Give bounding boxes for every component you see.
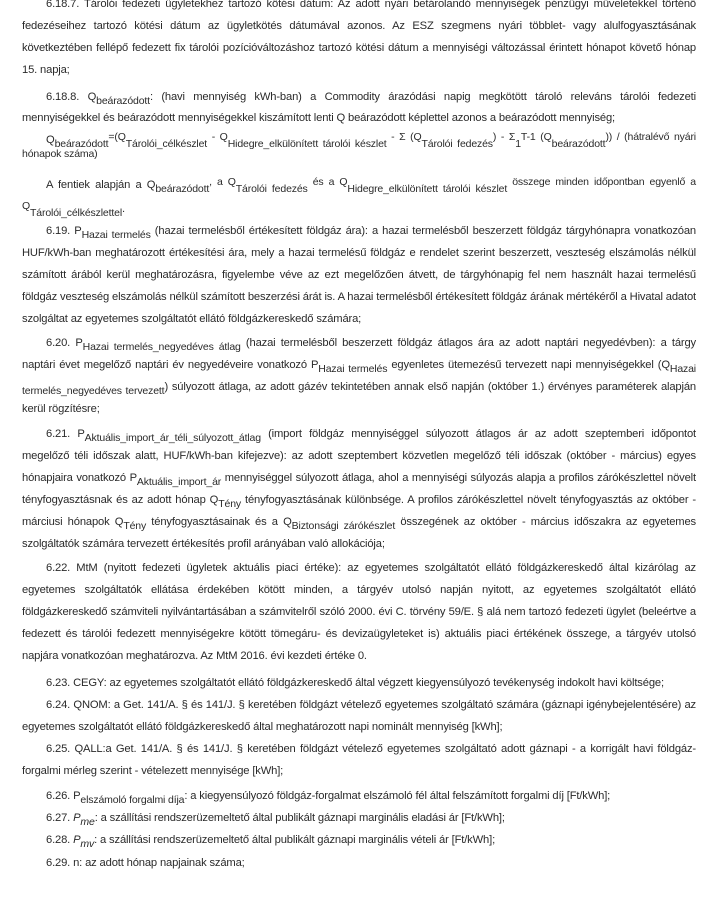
paragraph-text: : (havi mennyiség kWh-ban) a Commodity árazódási napig megkötött tároló releváns tárolói fedezeti mennyiségekkel és beárazódott mennyiségekkel kiszámított lenti Q beárazódott képlettel azonos a beárazódott mennyiség; (22, 91, 696, 124)
formula-operator: - Σ (Q (386, 131, 422, 143)
paragraph-text: : a kiegyensúlyozó földgáz-forgalmat elszámoló fél által felszámított forgalmi díj [Ft/kWh]; (184, 790, 611, 802)
term-label: 6.28. (46, 834, 74, 846)
term-subscript: mv (80, 838, 95, 850)
summary-text: és a Q (307, 176, 348, 188)
paragraph-6-18-7 (22, 0, 696, 81)
formula-subscript: Hidegre_elkülönített tárolói készlet (227, 138, 387, 150)
formula-subscript: Tárolói fedezés (421, 138, 493, 150)
term-label: 6.26. P (46, 790, 81, 802)
paragraph-text: (hazai termelésből beszerzett földgáz átlagos ára az adott naptári negyedévben): a tárgy naptári évet megelőző naptári év negyedéveire vonatkozó P (22, 337, 697, 371)
paragraph-6-19 (22, 220, 696, 330)
term-subscript: Hazai termelés (81, 229, 151, 241)
formula-operator: ) - Σ (492, 131, 516, 143)
paragraph-6-28 (22, 829, 696, 851)
paragraph-text: egyenletes ütemezésű tervezett napi mennyiségekkel (Q (387, 359, 670, 371)
paragraph-text: tényfogyasztásainak és a Q (146, 516, 292, 528)
paragraph-text: összegének az október - március időszakra az egyetemes szolgáltatók számára tervezett értékesítés profil arányában való allokációja; (22, 516, 696, 550)
paragraph-6-26 (22, 785, 696, 807)
summary-subscript: Hidegre_elkülönített tárolói készlet (347, 183, 508, 195)
paragraph-text: : a szállítási rendszerüzemeltető által publikált gáznapi marginális eladási ár [Ft/kWh]; (94, 812, 505, 824)
term-subscript: Hazai termelés (318, 363, 388, 375)
term-subscript: Aktuális_import_ár_téli_súlyozott_átlag (84, 432, 261, 444)
formula-subscript: beárazódott (551, 138, 606, 150)
term-subscript: beárazódott (96, 95, 150, 107)
summary-subscript: beárazódott (155, 183, 210, 195)
paragraph-text: tényfogyasztásának különbsége. A profilos zárókészlettel növelt tényfogyasztás az október - márciusi hónapok Q (22, 494, 697, 528)
summary-text: , a Q (209, 176, 236, 188)
summary-subscript: Tárolói_célkészlettel (30, 207, 123, 219)
paragraph-text: 6.24. QNOM: a Get. 141/A. § és 141/J. § keretében földgázt vételező egyetemes szolgáltató számára (gáznapi igénybejelentésére) az egyetemes szolgáltatót ellátó földgázkereskedő által meghatározott napi nominált mennyiség [kWh]; (22, 699, 696, 733)
formula-operator: T-1 (Q (520, 131, 552, 143)
formula-subscript: 1 (515, 138, 521, 150)
paragraph-text: (hazai termelésből értékesített földgáz ára): a hazai termelésből beszerzett földgáz tárgyhónapra vonatkozóan HUF/kWh-ban meghatározott értékesítési ára, mely a hazai termelésű földgáz e rendelet szerint beszerzett, veszteség elszámolás nélkül számított árából kerül meghatározásra, figyelembe véve az ezt megelőzően átvett, de tárgyhónapig fel nem használt hazai termelésű földgáz veszteség elszámolás nélkül számított beszerzési árát is. A hazai termelésből értékesített földgáz árának mértékéről a Hivatal adatot szolgáltat az egyetemes szolgáltatót ellátó földgázkereskedő számára; (22, 225, 696, 325)
paragraph-text: 6.23. CEGY: az egyetemes szolgáltatót ellátó földgázkereskedő által végzett kiegyensúlyozó tevékenység indokolt havi költsége; (46, 677, 664, 689)
summary-text: összege minden időpontban egyenlő a Q (22, 176, 696, 212)
formula-q-bearazodott (22, 132, 696, 166)
formula-symbol: Q (46, 134, 55, 146)
paragraph-text: 6.22. MtM (nyitott fedezeti ügyletek aktuális piaci értéke): az egyetemes szolgáltatót ellátó földgázkereskedő által kizárólag az egyetemes szolgáltatók ellátása érdekében kötött minden, a tárgyév utolsó napján nyitott, az egyetemes szolgáltatót ellátó földgázkereskedő számviteli nyilvántartásában a számvitelről szóló 2000. évi C. törvény 59/E. § alá nem tartozó fedezeti ügylet (beleértve a fedezett és tárolói fedezett mennyiségekre kötött tömegáru- és devizaügyleteket is) aktuális piaci értékének összege, a tárgyév utolsó napjára vonatkozóan meghatározva. Az MtM 2016. évi kezdeti értéke 0. (22, 562, 696, 662)
formula-operator: =(Q (108, 131, 126, 143)
formula-tail: )) / (hátralévő nyári hónapok száma) (22, 131, 696, 160)
term-subscript: elszámoló forgalmi díja (80, 794, 185, 806)
term-label: 6.18.8. Q (46, 91, 97, 103)
term-symbol: P (73, 834, 81, 846)
term-label: 6.20. P (46, 337, 83, 349)
paragraph-text: mennyiséggel súlyozott átlaga, ahol a mennyiségi súlyozás alapja a profilos zárókészlettel növelt tényfogyasztásnak és az adott hónap Q (22, 472, 696, 506)
paragraph-summary (22, 173, 696, 221)
paragraph-6-18-8 (22, 87, 696, 129)
term-label: 6.19. P (46, 225, 82, 237)
paragraph-text: 6.25. QALL:a Get. 141/A. § és 141/J. § keretében földgázt vételező egyetemes szolgáltató adott gáznapi - a korrigált havi földgáz-forgalmi mérleg szerint - vételezett mennyisége [kWh]; (22, 743, 696, 777)
paragraph-text: ) súlyozott átlaga, az adott gázév tekintetében annak első napján (október 1.) érvényes paraméterek alapján kerül rögzítésre; (22, 381, 696, 415)
term-subscript: Biztonsági zárókészlet (291, 520, 396, 532)
paragraph-6-27 (22, 807, 696, 829)
paragraph-text: 6.18.7. Tárolói fedezeti ügyletekhez tartozó kötési dátum: Az adott nyári betárolandó mennyiségek pénzügyi műveletekkel történő fedezéseihez tartozó kötési dátum az ügyletkötés dátumával azonos. Az ESZ szegmens nyári többlet- vagy alulfogyasztásának következtében fellépő fedezett fix tárolói pozícióváltozáshoz tartozó kötési dátum a mennyiségi változással érintett hónapot követő hónap 15. napja; (22, 0, 696, 76)
term-subscript: Tény (218, 498, 241, 510)
paragraph-6-25 (22, 738, 696, 782)
paragraph-text: (import földgáz mennyiséggel súlyozott átlagos ár az adott szeptemberi időpontot megelőző téli időszak alatt, HUF/kWh-ban kifejezve): az adott szeptembert közvetlen megelőző téli időszak (október - március) egyes hónapjaira vonatkozó P (22, 428, 697, 484)
paragraph-text: 6.29. n: az adott hónap napjainak száma; (46, 857, 245, 869)
formula-operator: - Q (207, 131, 228, 143)
term-label: 6.21. P (46, 428, 85, 440)
summary-text: . (122, 203, 125, 215)
summary-text: A fentiek alapján a Q (46, 179, 156, 191)
term-subscript: Hazai termelés_negyedéves tervezett (22, 363, 696, 397)
paragraph-6-23 (22, 672, 696, 694)
term-subscript: Tény (123, 520, 147, 532)
summary-subscript: Tárolói fedezés (235, 183, 308, 195)
term-symbol: P (73, 812, 81, 824)
paragraph-6-29 (22, 852, 696, 874)
paragraph-6-21 (22, 423, 696, 555)
formula-subscript: Tárolói_célkészlet (125, 138, 208, 150)
term-label: 6.27. (46, 812, 74, 824)
term-subscript: me (80, 816, 95, 828)
paragraph-6-22 (22, 557, 696, 667)
paragraph-6-20 (22, 332, 696, 420)
paragraph-text: : a szállítási rendszerüzemeltető által publikált gáznapi marginális vételi ár [Ft/kWh]; (94, 834, 496, 846)
formula-subscript: beárazódott (54, 138, 109, 150)
paragraph-6-24 (22, 694, 696, 738)
term-subscript: Aktuális_import_ár (136, 476, 222, 488)
term-subscript: Hazai termelés_negyedéves átlag (82, 341, 241, 353)
